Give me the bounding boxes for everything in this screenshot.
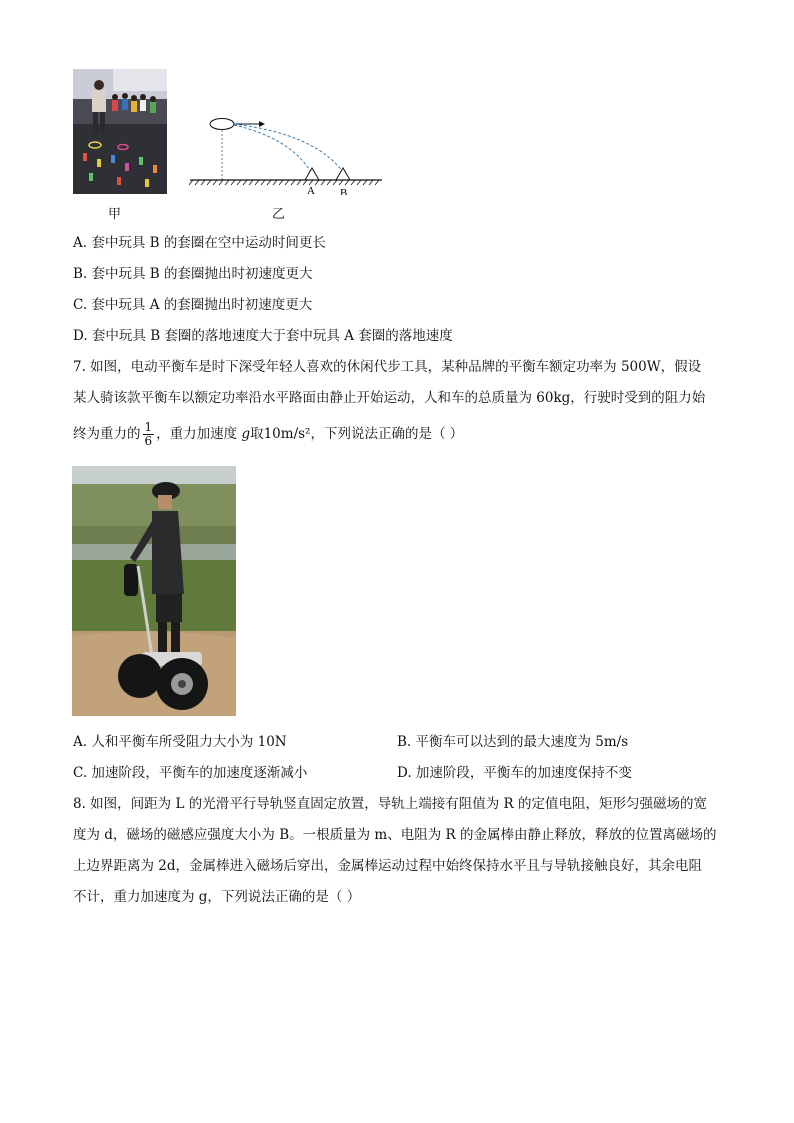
q7-stem-line3-mid: ，重力加速度 [156,426,238,442]
q7-stem-line1: 7. 如图，电动平衡车是时下深受年轻人喜欢的休闲代步工具，某种品牌的平衡车额定功率为 500W，假设 [73,359,702,375]
q6-option-d: D. 套中玩具 B 套圈的落地速度大于套中玩具 A 套圈的落地速度 [73,328,453,344]
q7-stem-line3 [73,419,463,449]
q8-stem-line3: 上边界距离为 2d，金属棒进入磁场后穿出，金属棒运动过程中始终保持水平且与导轨接触良好，其余电阻 [73,858,703,874]
q7-option-a: A. 人和平衡车所受阻力大小为 10N [73,734,287,750]
q7-stem-take: 取 [250,426,264,442]
q8-stem-line2: 度为 d，磁场的磁感应强度大小为 B。一根质量为 m、电阻为 R 的金属棒由静止释放，释放的位置离磁场的 [73,827,717,843]
ring-toss-photo-drawing [73,69,167,194]
q7-option-d: D. 加速阶段，平衡车的加速度保持不变 [397,765,632,781]
q6-option-a: A. 套中玩具 B 的套圈在空中运动时间更长 [73,235,326,251]
q7-stem-line3-post: ，下列说法正确的是（ ） [310,426,464,442]
balance-car-photo-drawing [72,466,236,716]
fraction-denominator: 6 [144,434,153,448]
q7-stem-line3-pre: 终为重力的 [73,426,141,442]
q7-option-c: C. 加速阶段，平衡车的加速度逐渐减小 [73,765,308,781]
trajectory-diagram [185,110,385,195]
fraction-one-sixth [143,421,155,448]
q8-stem-line4: 不计，重力加速度为 g，下列说法正确的是（ ） [73,889,361,905]
g-symbol: g [241,426,251,442]
g-value: 10m/s² [263,426,311,442]
figure-caption-yi: 乙 [272,207,286,222]
figure-caption-jia: 甲 [108,207,122,222]
q8-stem-line1: 8. 如图，间距为 L 的光滑平行导轨竖直固定放置，导轨上端接有阻值为 R 的定值电阻，矩形匀强磁场的宽 [73,796,707,812]
fraction-numerator: 1 [144,420,153,434]
q6-option-c: C. 套中玩具 A 的套圈抛出时初速度更大 [73,297,313,313]
toy-label-b: B [340,187,348,195]
q7-option-b: B. 平衡车可以达到的最大速度为 5m/s [397,734,629,750]
q6-option-b: B. 套中玩具 B 的套圈抛出时初速度更大 [73,266,313,282]
toy-label-a: A [307,185,315,195]
ring-toss-photo [73,69,167,194]
q7-stem-line2: 某人骑该款平衡车以额定功率沿水平路面由静止开始运动，人和车的总质量为 60kg，行驶时受到的阻力始 [73,390,706,406]
balance-car-photo [72,466,236,716]
